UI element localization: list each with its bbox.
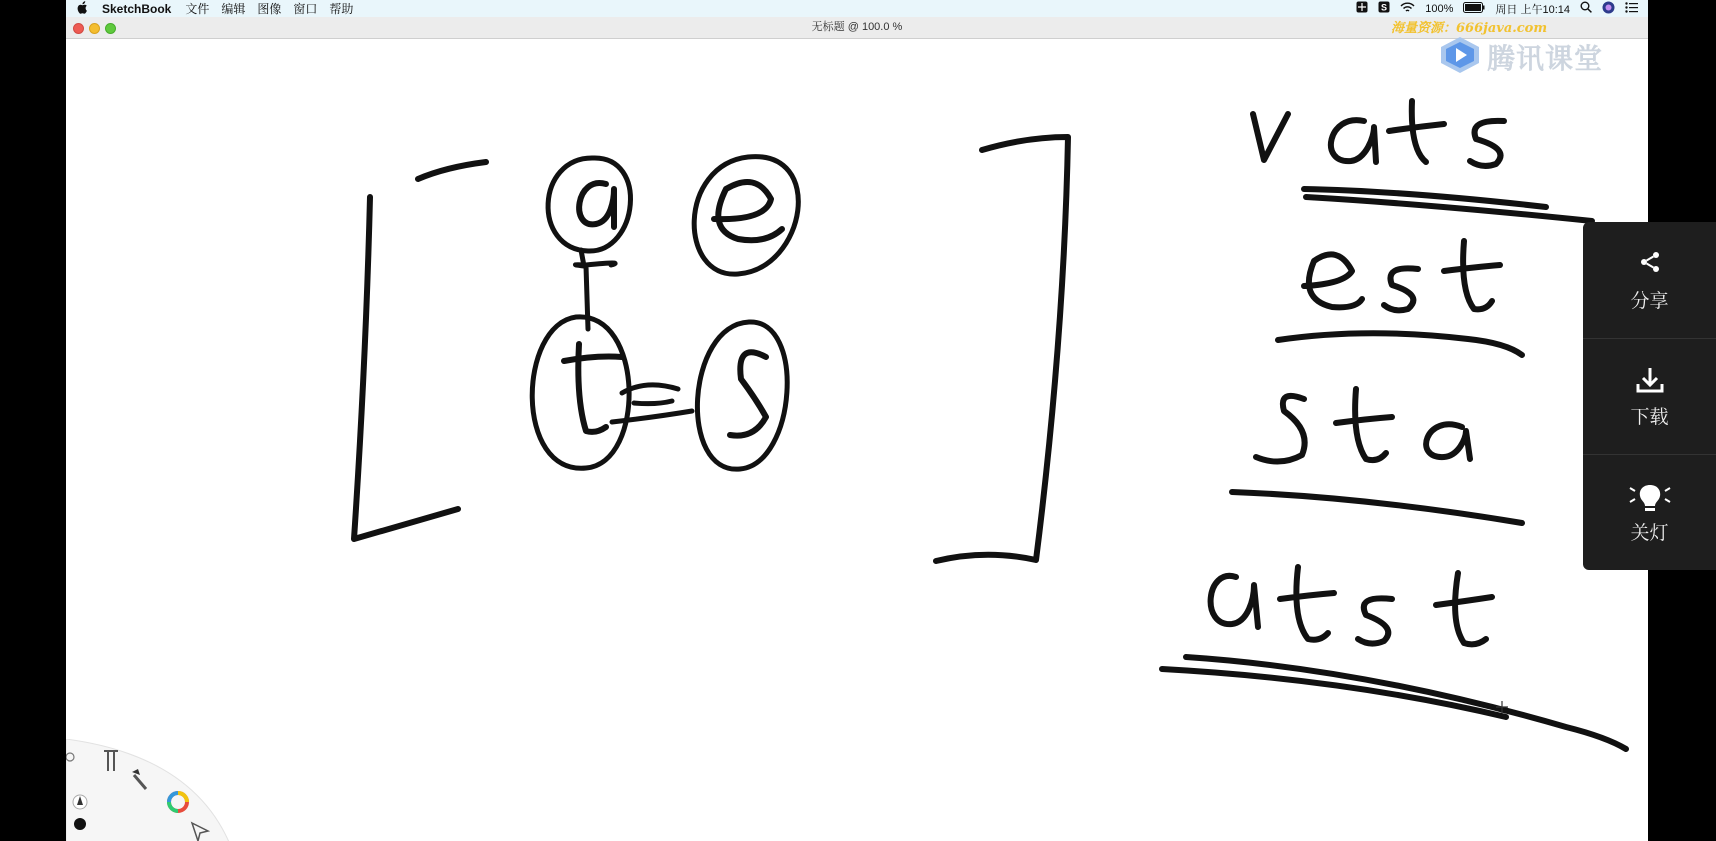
share-icon [1638, 250, 1662, 274]
download-button[interactable] [1583, 338, 1716, 454]
letter-s-glyph [730, 352, 766, 435]
underline-atst [1162, 657, 1626, 749]
status-area [1356, 0, 1638, 17]
close-window-button[interactable] [73, 23, 84, 34]
battery-icon[interactable] [1463, 2, 1485, 16]
letter-e-glyph [714, 182, 782, 240]
link-t-s [612, 385, 692, 422]
screen [66, 0, 1648, 841]
notification-center-icon[interactable] [1625, 2, 1638, 16]
pen-tool-icon[interactable] [73, 795, 87, 809]
watermark-brand: 腾讯课堂 [1487, 43, 1604, 74]
svg-text:S: S [1381, 2, 1388, 13]
ink-drawing [66, 39, 1648, 841]
right-bracket-stroke [936, 137, 1068, 561]
share-label: 分享 [1630, 291, 1669, 312]
menu-app-name[interactable]: SketchBook [102, 1, 172, 16]
menu-edit[interactable]: 编辑 [221, 2, 246, 16]
menu-help[interactable]: 帮助 [329, 2, 354, 16]
circle-a [548, 158, 630, 251]
word-est [1304, 241, 1500, 310]
left-bracket-stroke [354, 162, 486, 539]
underline-sta [1232, 492, 1522, 523]
word-sta [1256, 389, 1470, 462]
wifi-icon[interactable] [1400, 2, 1415, 16]
word-atst [1211, 567, 1492, 644]
menu-image[interactable]: 图像 [257, 2, 282, 16]
underline-vats [1304, 189, 1592, 221]
apple-icon[interactable] [76, 1, 88, 17]
siri-icon[interactable] [1602, 1, 1615, 17]
lightbulb-icon [1628, 482, 1672, 516]
spotlight-search-icon[interactable] [1580, 1, 1592, 16]
tencent-classroom-logo-icon [1439, 35, 1481, 75]
watermark [1391, 17, 1648, 73]
letter-t-glyph [564, 344, 622, 432]
window-title: 无标题 @ 100.0 % [811, 21, 903, 33]
word-vats [1253, 101, 1504, 166]
clock[interactable]: 周日 上午10:14 [1495, 3, 1570, 16]
menu-window[interactable]: 窗口 [293, 2, 318, 16]
letter-a-glyph [579, 183, 614, 227]
menubar [66, 0, 1648, 17]
lagoon-tool-wheel [66, 739, 266, 841]
watermark-source: 海量资源：666java.com [1391, 21, 1548, 36]
color-swatch-icon[interactable] [74, 818, 86, 830]
lights-off-label: 关灯 [1630, 523, 1669, 544]
underline-est [1278, 333, 1522, 355]
battery-percent: 100% [1425, 2, 1454, 15]
grid-app-icon[interactable] [1356, 1, 1368, 16]
side-panel [1583, 222, 1716, 570]
download-label: 下载 [1630, 407, 1669, 428]
lights-off-button[interactable] [1583, 454, 1716, 570]
menu-file[interactable]: 文件 [185, 2, 210, 16]
share-button[interactable] [1583, 222, 1716, 338]
zoom-window-button[interactable] [105, 23, 116, 34]
download-icon [1635, 366, 1665, 394]
s-app-icon[interactable] [1378, 1, 1390, 16]
circle-s [697, 322, 787, 469]
minimize-window-button[interactable] [89, 23, 100, 34]
